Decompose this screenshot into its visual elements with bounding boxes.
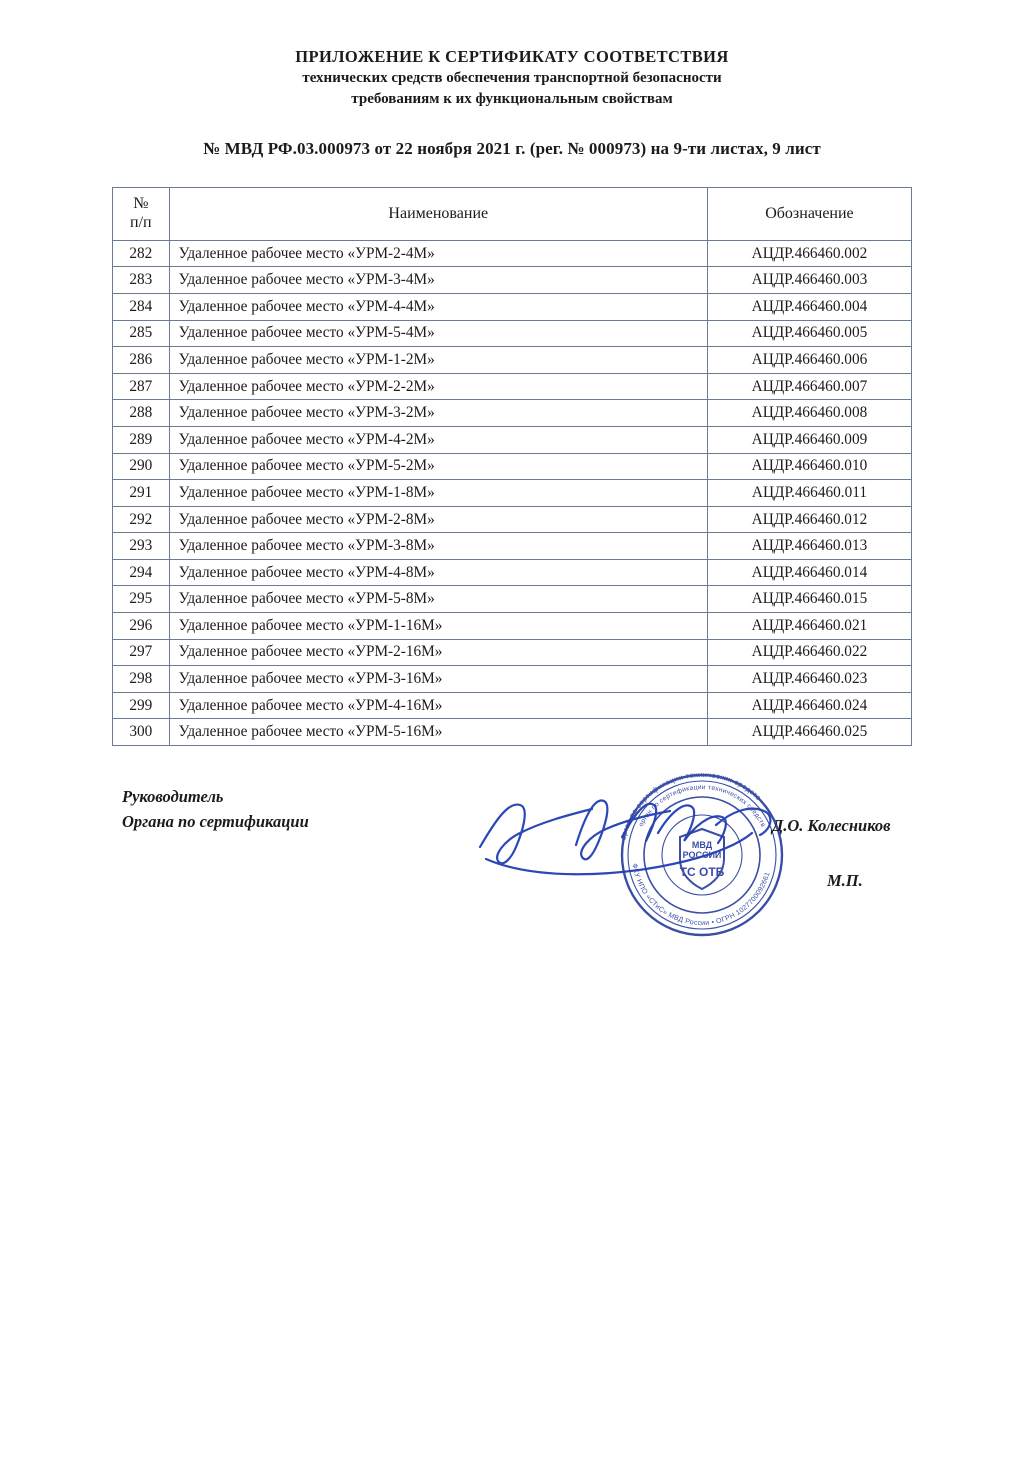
cell-name: Удаленное рабочее место «УРМ-2-2М» — [169, 373, 707, 400]
svg-text:МВД: МВД — [691, 840, 713, 850]
table-row — [113, 373, 912, 400]
cell-number: 284 — [113, 293, 170, 320]
cell-designation: АЦДР.466460.013 — [707, 533, 911, 560]
cell-number: 295 — [113, 586, 170, 613]
svg-text:ФКУ НПО «СТиС» МВД России • ОГ: ФКУ НПО «СТиС» МВД России • ОГРН 1027700092661 — [630, 862, 772, 928]
table-header-row — [113, 187, 912, 240]
table-row — [113, 400, 912, 427]
table-row — [113, 453, 912, 480]
cell-name: Удаленное рабочее место «УРМ-2-16М» — [169, 639, 707, 666]
cell-name: Удаленное рабочее место «УРМ-1-16М» — [169, 613, 707, 640]
table-row — [113, 719, 912, 746]
table-row — [113, 613, 912, 640]
svg-text:орган по сертификации техничес: орган по сертификации технических средств — [618, 769, 764, 841]
cell-designation: АЦДР.466460.012 — [707, 506, 911, 533]
cell-name: Удаленное рабочее место «УРМ-1-8М» — [169, 480, 707, 507]
cell-designation: АЦДР.466460.024 — [707, 692, 911, 719]
cell-number: 289 — [113, 426, 170, 453]
page-subtitle-1: технических средств обеспечения транспортной безопасности — [302, 70, 722, 87]
cell-designation: АЦДР.466460.005 — [707, 320, 911, 347]
cell-number: 287 — [113, 373, 170, 400]
signatory-role-line1: Руководитель — [122, 787, 224, 806]
cell-name: Удаленное рабочее место «УРМ-3-16М» — [169, 666, 707, 693]
table-row — [113, 692, 912, 719]
document-header — [0, 46, 1024, 109]
cell-name: Удаленное рабочее место «УРМ-3-8М» — [169, 533, 707, 560]
table-row — [113, 639, 912, 666]
cell-name: Удаленное рабочее место «УРМ-4-16М» — [169, 692, 707, 719]
table-row — [113, 320, 912, 347]
cell-designation: АЦДР.466460.025 — [707, 719, 911, 746]
cell-number: 297 — [113, 639, 170, 666]
table-row — [113, 559, 912, 586]
cell-number: 288 — [113, 400, 170, 427]
cell-designation: АЦДР.466460.010 — [707, 453, 911, 480]
svg-text:ТС ОТБ: ТС ОТБ — [679, 865, 725, 879]
cell-name: Удаленное рабочее место «УРМ-3-4М» — [169, 267, 707, 294]
table-row — [113, 347, 912, 374]
cell-name: Удаленное рабочее место «УРМ-5-16М» — [169, 719, 707, 746]
cell-name: Удаленное рабочее место «УРМ-2-8М» — [169, 506, 707, 533]
table-row — [113, 480, 912, 507]
column-header-number-line2: п/п — [130, 213, 152, 231]
cell-number: 293 — [113, 533, 170, 560]
cell-number: 285 — [113, 320, 170, 347]
cell-name: Удаленное рабочее место «УРМ-3-2М» — [169, 400, 707, 427]
column-header-name: Наименование — [169, 187, 707, 240]
cell-designation: АЦДР.466460.022 — [707, 639, 911, 666]
cell-number: 299 — [113, 692, 170, 719]
cell-number: 300 — [113, 719, 170, 746]
cell-name: Удаленное рабочее место «УРМ-5-8М» — [169, 586, 707, 613]
column-header-designation: Обозначение — [707, 187, 911, 240]
cell-designation: АЦДР.466460.004 — [707, 293, 911, 320]
cell-designation: АЦДР.466460.006 — [707, 347, 911, 374]
table-row — [113, 426, 912, 453]
svg-text:орган по сертификации техничес: орган по сертификации технических средств — [637, 783, 767, 829]
registry-table — [112, 187, 912, 746]
signatory-name: Д.О. Колесников — [772, 816, 891, 835]
cell-designation: АЦДР.466460.023 — [707, 666, 911, 693]
cell-designation: АЦДР.466460.014 — [707, 559, 911, 586]
cell-number: 291 — [113, 480, 170, 507]
cell-number: 292 — [113, 506, 170, 533]
registry-table-wrapper — [112, 187, 912, 746]
cell-name: Удаленное рабочее место «УРМ-5-2М» — [169, 453, 707, 480]
page-title: ПРИЛОЖЕНИЕ К СЕРТИФИКАТУ СООТВЕТСТВИЯ — [295, 47, 729, 66]
seal-note: М.П. — [827, 871, 863, 890]
signatory-role-line2: Органа по сертификации — [122, 811, 309, 831]
cell-designation: АЦДР.466460.002 — [707, 240, 911, 267]
cell-designation: АЦДР.466460.011 — [707, 480, 911, 507]
cell-designation: АЦДР.466460.009 — [707, 426, 911, 453]
cell-number: 282 — [113, 240, 170, 267]
cell-designation: АЦДР.466460.015 — [707, 586, 911, 613]
svg-text:РОССИИ: РОССИИ — [682, 850, 722, 860]
cell-designation: АЦДР.466460.021 — [707, 613, 911, 640]
cell-name: Удаленное рабочее место «УРМ-4-8М» — [169, 559, 707, 586]
signature-block — [122, 769, 952, 965]
cell-designation: АЦДР.466460.007 — [707, 373, 911, 400]
cell-designation: АЦДР.466460.003 — [707, 267, 911, 294]
table-row — [113, 533, 912, 560]
column-header-number-line1: № — [133, 195, 149, 213]
cell-name: Удаленное рабочее место «УРМ-4-4М» — [169, 293, 707, 320]
cell-number: 286 — [113, 347, 170, 374]
cell-name: Удаленное рабочее место «УРМ-2-4М» — [169, 240, 707, 267]
cell-name: Удаленное рабочее место «УРМ-4-2М» — [169, 426, 707, 453]
table-row — [113, 666, 912, 693]
table-header — [113, 187, 912, 240]
table-row — [113, 506, 912, 533]
table-row — [113, 267, 912, 294]
table-row — [113, 586, 912, 613]
cell-number: 283 — [113, 267, 170, 294]
table-row — [113, 240, 912, 267]
cell-name: Удаленное рабочее место «УРМ-1-2М» — [169, 347, 707, 374]
column-header-number — [113, 187, 170, 240]
table-row — [113, 293, 912, 320]
cell-designation: АЦДР.466460.008 — [707, 400, 911, 427]
cell-number: 290 — [113, 453, 170, 480]
cell-number: 294 — [113, 559, 170, 586]
cell-name: Удаленное рабочее место «УРМ-5-4М» — [169, 320, 707, 347]
page-subtitle-2: требованиям к их функциональным свойствам — [351, 90, 673, 107]
certificate-reference: № МВД РФ.03.000973 от 22 ноября 2021 г. (рег. № 000973) на 9-ти листах, 9 лист — [203, 138, 821, 158]
cell-number: 298 — [113, 666, 170, 693]
cell-number: 296 — [113, 613, 170, 640]
table-body — [113, 240, 912, 745]
